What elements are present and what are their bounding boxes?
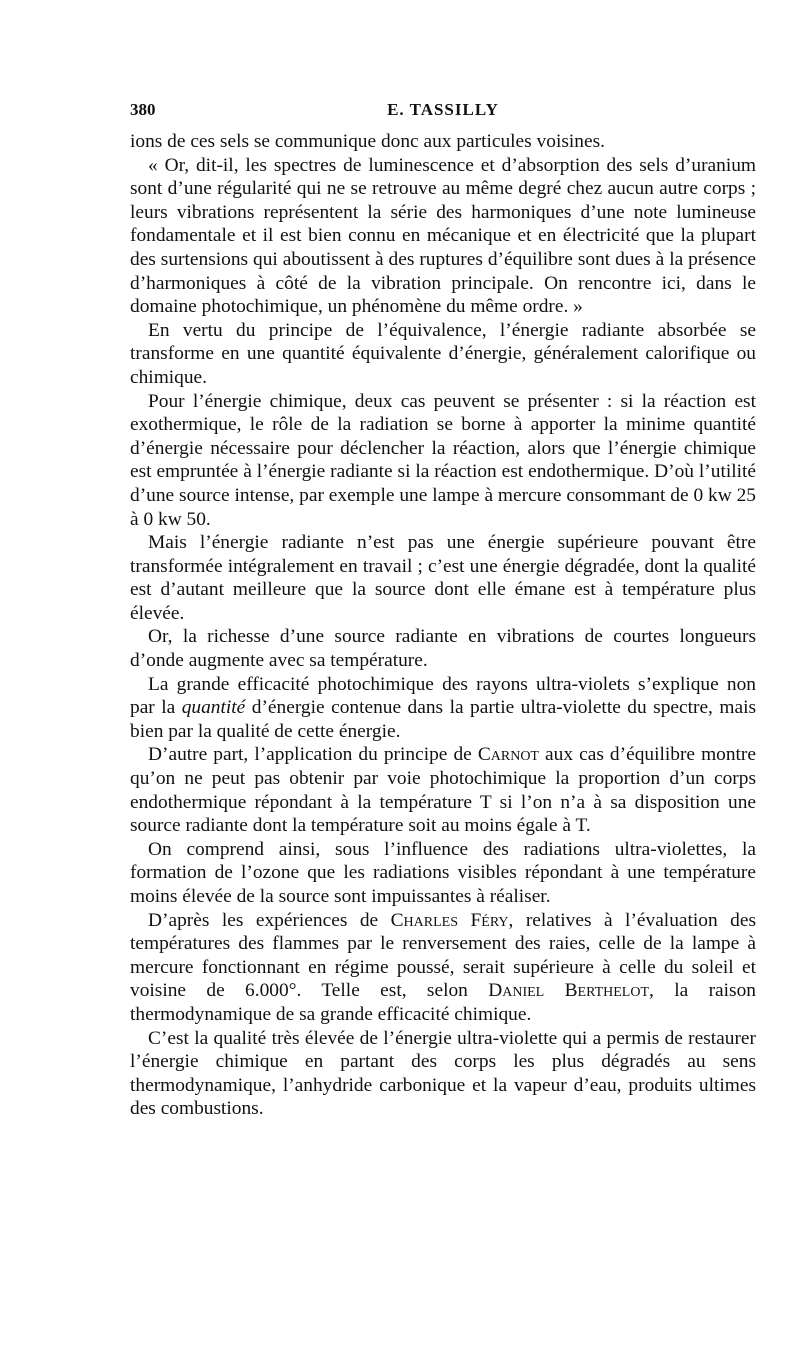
text-run: D’après les expériences de [148, 909, 391, 931]
text-run: On comprend ainsi, sous l’influence des radiations ultra-violettes, la formation de l’ozone que les radiations visibles répondant à une température moins élevée de la source sont impuissantes à réaliser. [130, 838, 756, 907]
text-run: Mais l’énergie radiante n’est pas une énergie supérieure pouvant être transformée intégralement en travail ; c’est une énergie dégradée, dont la qualité est d’autant meilleure que la source dont elle émane est à température plus élevée. [130, 532, 756, 624]
text-run: En vertu du principe de l’équivalence, l’énergie radiante absorbée se transforme en une quantité équivalente d’énergie, généralement calorifique ou chimique. [130, 319, 756, 388]
text-run: « Or, dit-il, les spectres de luminescence et d’absorption des sels d’uranium sont d’une régularité qui ne se retrouve au même degré chez aucun autre corps ; leurs vibrations représentent la série des harmoniques d’une note lumineuse fondamentale et il est bien connu en mécanique et en électricité que la plupart des surtensions qui aboutissent à des ruptures d’équilibre sont dues à la présence d’harmoniques à côté de la vibration principale. On rencontre ici, dans le domaine photochimique, un phénomène du même ordre. » [130, 154, 756, 318]
author-name-fery: Charles Féry [390, 909, 509, 931]
paragraph-10 [130, 909, 756, 1027]
author-name-carnot: Carnot [477, 744, 539, 766]
paragraph-2-quotation [130, 154, 756, 319]
paragraph-3 [130, 319, 756, 390]
text-run: Pour l’énergie chimique, deux cas peuvent se présenter : si la réaction est exothermique, le rôle de la radiation se borne à apporter la minime quantité d’énergie nécessaire pour déclencher la réaction, alors que l’énergie chimique est empruntée à l’énergie radiante si la réaction est endothermique. D’où l’utilité d’une source intense, par exemple une lampe à mercure consommant de 0 kw 25 à 0 kw 50. [130, 390, 756, 530]
text-run: aux cas d’équilibre montre qu’on ne peut pas obtenir par voie photochimique la proportion d’un corps endothermique répondant à la température T si l’on n’a à sa disposition une source radiante dont la température soit au moins égale à T. [130, 744, 756, 837]
paragraph-8 [130, 743, 756, 837]
text-run: Or, la richesse d’une source radiante en vibrations de courtes longueurs d’onde augmente avec sa température. [130, 626, 756, 672]
text-run: D’autre part, l’application du principe de [148, 744, 478, 766]
paragraph-1 [130, 130, 756, 154]
page-number: 380 [130, 100, 156, 119]
page-header [130, 100, 756, 124]
text-run: C’est la qualité très élevée de l’énergie ultra-violette qui a permis de restaurer l’énergie chimique en partant des corps les plus dégradés au sens thermodynamique, l’anhydride carbonique et la vapeur d’eau, produits ultimes des combustions. [130, 1027, 756, 1120]
text-run: La grande efficacité photochimique des rayons ultra-violets s’explique non par la [130, 673, 756, 719]
paragraph-9 [130, 838, 756, 909]
page [130, 100, 756, 1121]
italic-term: quantité [181, 697, 246, 719]
body-text [130, 130, 756, 1121]
paragraph-5 [130, 531, 756, 625]
paragraph-7 [130, 673, 756, 744]
text-run: d’énergie contenue dans la partie ultra-violette du spectre, mais bien par la qualité de cette énergie. [130, 697, 757, 742]
running-head: E. TASSILLY [387, 100, 499, 119]
author-name-berthelot: Daniel Berthelot [488, 980, 650, 1002]
text-run: , relatives à l’évaluation des températures des flammes par le renversement des raies, celle de la lampe à mercure fonctionnant en régime poussé, serait supérieure à celle du soleil et voisine de 6.000°. Telle est, selon [130, 909, 756, 1002]
paragraph-11 [130, 1027, 756, 1121]
paragraph-6 [130, 625, 756, 672]
text-run: ions de ces sels se communique donc aux particules voisines. [130, 131, 605, 152]
paragraph-4 [130, 390, 756, 532]
text-run: , la raison thermodynamique de sa grande efficacité chimique. [130, 980, 756, 1025]
